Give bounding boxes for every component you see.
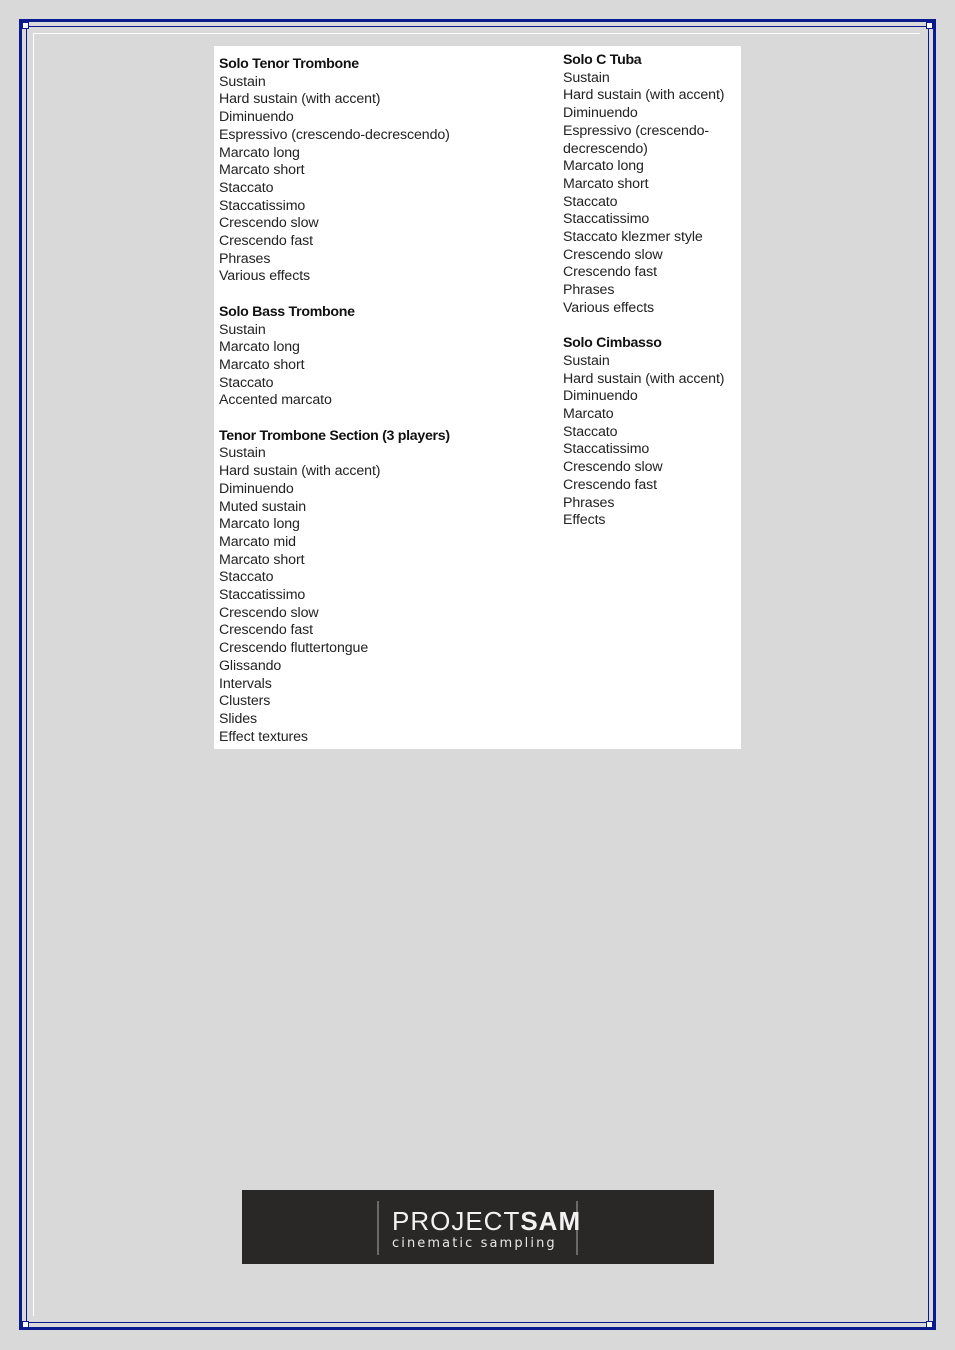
articulation-item: Crescendo fast bbox=[219, 233, 314, 250]
articulation-item: Marcato long bbox=[563, 158, 644, 175]
articulation-item: Sustain bbox=[219, 321, 266, 338]
articulation-item: Phrases bbox=[563, 494, 615, 511]
articulation-item: Hard sustain (with accent) bbox=[563, 87, 725, 104]
articulation-item: Crescendo slow bbox=[219, 604, 319, 621]
instrument-section bbox=[563, 52, 739, 318]
right-column bbox=[563, 52, 739, 548]
articulation-item: Sustain bbox=[563, 352, 610, 369]
logo-wordmark-light: PROJECT bbox=[392, 1206, 521, 1236]
articulation-item: Diminuendo bbox=[563, 388, 638, 405]
articulation-item: Glissando bbox=[219, 657, 282, 674]
articulation-item: Marcato long bbox=[219, 339, 300, 356]
articulation-item: Muted sustain bbox=[219, 498, 307, 515]
articulation-item: Crescendo slow bbox=[563, 246, 663, 263]
articulation-item: Effect textures bbox=[219, 728, 308, 745]
logo-wordmark-bold: SAM bbox=[520, 1206, 582, 1236]
articulation-item: Marcato long bbox=[219, 144, 300, 161]
instrument-section bbox=[219, 56, 549, 286]
logo-wordmark bbox=[392, 1206, 581, 1237]
section-title: Solo Cimbasso bbox=[563, 335, 662, 352]
articulation-item: Marcato short bbox=[219, 356, 305, 373]
articulation-item: Hard sustain (with accent) bbox=[219, 463, 381, 480]
articulation-item: Slides bbox=[219, 710, 258, 727]
articulation-item: Sustain bbox=[563, 69, 610, 86]
articulation-item: Staccatissimo bbox=[563, 211, 650, 228]
articulation-item: Crescendo slow bbox=[219, 215, 319, 232]
articulation-item: Espressivo (crescendo-decrescendo) bbox=[563, 122, 710, 157]
projectsam-logo bbox=[242, 1190, 714, 1264]
articulation-list-panel bbox=[214, 46, 741, 749]
logo-divider-left bbox=[377, 1201, 379, 1255]
articulation-item: Staccato klezmer style bbox=[563, 229, 703, 246]
section-title: Solo Bass Trombone bbox=[219, 303, 355, 320]
articulation-item: Staccatissimo bbox=[219, 197, 306, 214]
articulation-item: Staccato bbox=[219, 179, 274, 196]
articulation-item: Staccato bbox=[219, 374, 274, 391]
section-title: Solo Tenor Trombone bbox=[219, 56, 359, 72]
articulation-item: Diminuendo bbox=[563, 105, 638, 122]
corner-ornament bbox=[22, 22, 29, 29]
instrument-section bbox=[219, 304, 549, 410]
articulation-item: Staccato bbox=[219, 569, 274, 586]
corner-ornament bbox=[926, 1321, 933, 1328]
left-column bbox=[219, 56, 549, 764]
articulation-item: Various effects bbox=[219, 268, 311, 285]
articulation-item: Staccatissimo bbox=[563, 441, 650, 458]
articulation-item: Staccato bbox=[563, 423, 618, 440]
articulation-item: Crescendo fast bbox=[563, 264, 658, 281]
corner-ornament bbox=[22, 1321, 29, 1328]
section-title: Tenor Trombone Section (3 players) bbox=[219, 427, 450, 444]
articulation-item: Marcato short bbox=[219, 162, 305, 179]
articulation-item: Diminuendo bbox=[219, 480, 294, 497]
articulation-item: Crescendo fast bbox=[563, 476, 658, 493]
articulation-item: Sustain bbox=[219, 73, 266, 90]
articulation-item: Phrases bbox=[219, 250, 271, 267]
articulation-item: Marcato short bbox=[219, 551, 305, 568]
articulation-item: Various effects bbox=[563, 299, 655, 316]
articulation-item: Accented marcato bbox=[219, 392, 332, 409]
articulation-item: Staccato bbox=[563, 193, 618, 210]
articulation-item: Effects bbox=[563, 512, 606, 529]
articulation-item: Marcato long bbox=[219, 516, 300, 533]
articulation-item: Sustain bbox=[219, 445, 266, 462]
instrument-section bbox=[563, 335, 739, 530]
articulation-item: Staccatissimo bbox=[219, 587, 306, 604]
articulation-item: Espressivo (crescendo-decrescendo) bbox=[219, 126, 450, 143]
articulation-item: Hard sustain (with accent) bbox=[563, 370, 725, 387]
articulation-item: Clusters bbox=[219, 693, 271, 710]
articulation-item: Crescendo fluttertongue bbox=[219, 640, 369, 657]
logo-tagline: cinematic sampling bbox=[392, 1236, 557, 1251]
articulation-item: Crescendo fast bbox=[219, 622, 314, 639]
articulation-item: Hard sustain (with accent) bbox=[219, 91, 381, 108]
articulation-item: Marcato short bbox=[563, 175, 649, 192]
articulation-item: Intervals bbox=[219, 675, 272, 692]
articulation-item: Diminuendo bbox=[219, 109, 294, 126]
instrument-section bbox=[219, 428, 549, 747]
articulation-item: Marcato mid bbox=[219, 533, 296, 550]
articulation-item: Crescendo slow bbox=[563, 459, 663, 476]
articulation-item: Phrases bbox=[563, 282, 615, 299]
articulation-item: Marcato bbox=[563, 406, 614, 423]
section-title: Solo C Tuba bbox=[563, 52, 642, 68]
corner-ornament bbox=[926, 22, 933, 29]
